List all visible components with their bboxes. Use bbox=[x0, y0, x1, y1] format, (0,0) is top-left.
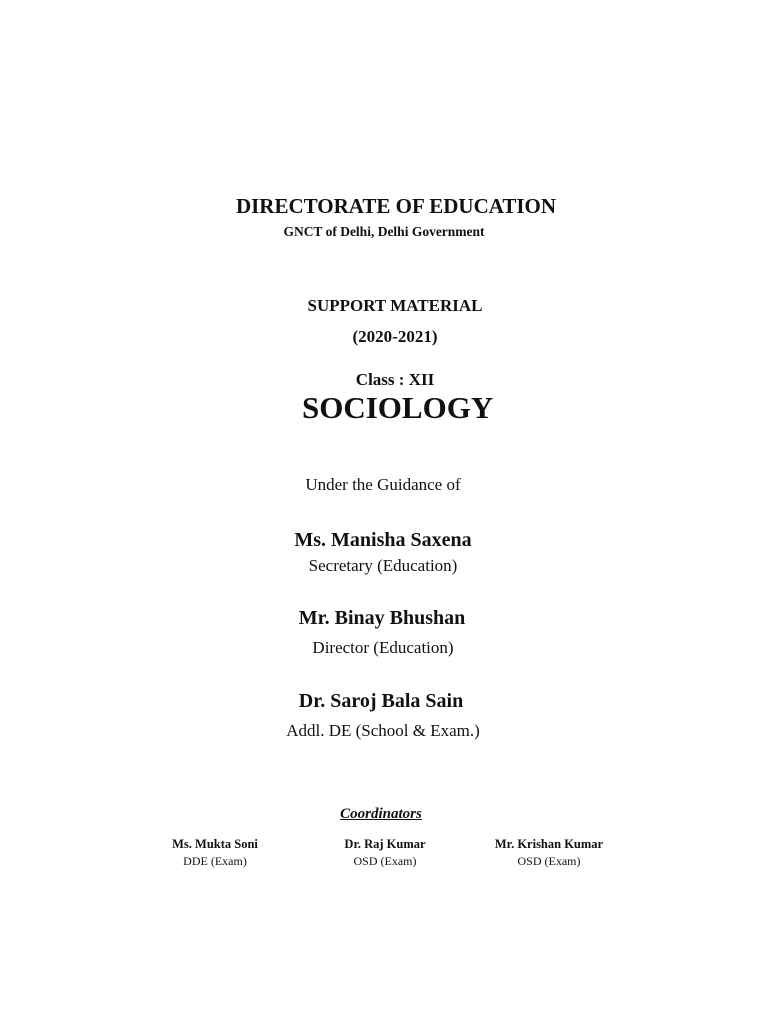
official-name: Mr. Binay Bhushan bbox=[298, 607, 466, 629]
official-role: Secretary (Education) bbox=[308, 556, 458, 575]
coordinator-name: Dr. Raj Kumar bbox=[344, 837, 426, 851]
guidance-heading: Under the Guidance of bbox=[305, 475, 461, 494]
coordinator-name: Mr. Krishan Kumar bbox=[494, 837, 604, 851]
session-year: (2020-2021) bbox=[352, 327, 438, 346]
official-role: Addl. DE (School & Exam.) bbox=[286, 721, 480, 740]
government-subtitle: GNCT of Delhi, Delhi Government bbox=[283, 224, 485, 239]
coordinators-heading: Coordinators bbox=[340, 806, 422, 822]
coordinator-name: Ms. Mukta Soni bbox=[172, 837, 258, 851]
coordinator-role: OSD (Exam) bbox=[353, 854, 417, 868]
class-label: Class : XII bbox=[355, 370, 435, 389]
official-role: Director (Education) bbox=[312, 638, 454, 657]
coordinator-role: OSD (Exam) bbox=[517, 854, 581, 868]
subject-title: SOCIOLOGY bbox=[302, 390, 494, 425]
directorate-title: DIRECTORATE OF EDUCATION bbox=[235, 194, 557, 218]
coordinator-role: DDE (Exam) bbox=[183, 854, 247, 868]
official-name: Ms. Manisha Saxena bbox=[294, 529, 472, 551]
support-material-title: SUPPORT MATERIAL bbox=[307, 296, 483, 315]
official-name: Dr. Saroj Bala Sain bbox=[298, 690, 464, 712]
